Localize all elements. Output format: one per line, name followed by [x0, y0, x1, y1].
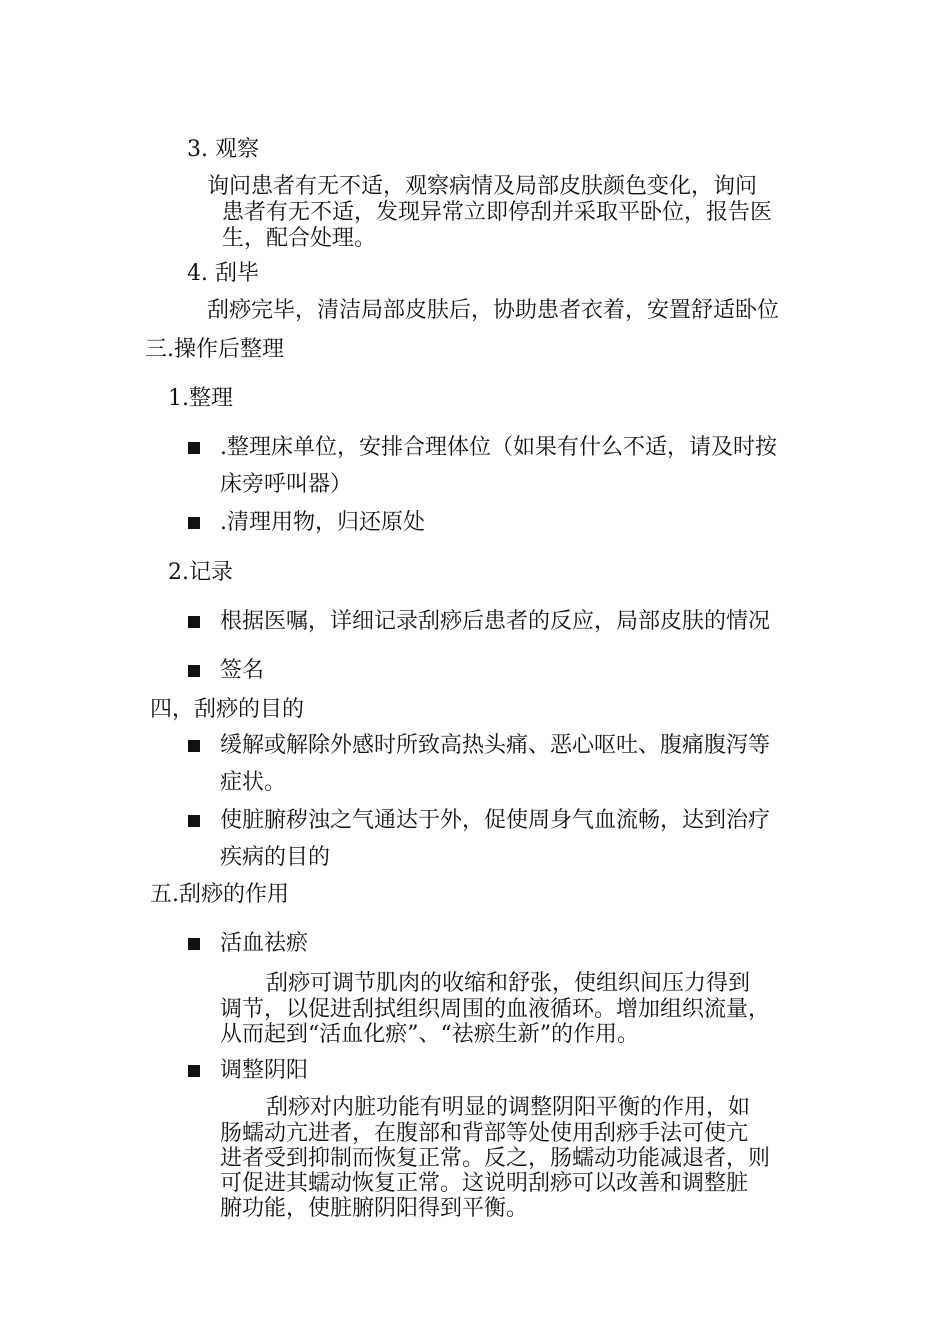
effect-title: 活血祛瘀 [220, 931, 309, 956]
heading-post-operation: 三.操作后整理 [145, 337, 284, 362]
effect-text-line: 可促进其蠕动恢复正常。这说明刮痧可以改善和调整脏 [220, 1171, 749, 1196]
effect-text-line: 刮痧对内脏功能有明显的调整阴阳平衡的作用，如 [266, 1095, 751, 1120]
bullet-text-line: 签名 [220, 658, 265, 683]
bullet-square-icon [188, 665, 200, 677]
step-3-text-line: 询问患者有无不适，观察病情及局部皮肤颜色变化，询问 [207, 174, 758, 199]
bullet-text-line: 缓解或解除外感时所致高热头痛、恶心呕吐、腹痛腹泻等 [220, 733, 771, 758]
subheading-arrange: 1.整理 [168, 386, 233, 411]
heading-effects: 五.刮痧的作用 [150, 882, 289, 907]
bullet-text-line: 床旁呼叫器） [220, 472, 353, 497]
effect-text-line: 进者受到抑制而恢复正常。反之，肠蠕动功能减退者，则 [220, 1146, 771, 1171]
step-3-text-line: 患者有无不适，发现异常立即停刮并采取平卧位，报告医 [222, 200, 773, 225]
step-4-text-line: 刮痧完毕，清洁局部皮肤后，协助患者衣着，安置舒适卧位 [207, 298, 780, 323]
bullet-square-icon [188, 815, 200, 827]
bullet-text-line: .清理用物，归还原处 [220, 510, 425, 535]
step-3-label: 3. 观察 [187, 137, 259, 162]
bullet-text-line: 使脏腑秽浊之气通达于外，促使周身气血流畅，达到治疗 [220, 808, 771, 833]
effect-text-line: 从而起到“活血化瘀”、“祛瘀生新”的作用。 [220, 1022, 639, 1047]
bullet-square-icon [188, 616, 200, 628]
effect-text-line: 刮痧可调节肌肉的收缩和舒张，使组织间压力得到 [266, 971, 751, 996]
bullet-square-icon [188, 1065, 200, 1077]
bullet-square-icon [188, 938, 200, 950]
step-3-text-line: 生，配合处理。 [222, 226, 377, 251]
step-4-label: 4. 刮毕 [187, 261, 259, 286]
effect-text-line: 调节，以促进刮拭组织周围的血液循环。增加组织流量， [220, 997, 771, 1022]
bullet-text-line: .整理床单位，安排合理体位（如果有什么不适，请及时按 [220, 435, 777, 460]
bullet-text-line: 疾病的目的 [220, 845, 331, 870]
effect-title: 调整阴阳 [220, 1058, 309, 1083]
bullet-square-icon [188, 442, 200, 454]
effect-text-line: 肠蠕动亢进者，在腹部和背部等处使用刮痧手法可使亢 [220, 1121, 749, 1146]
effect-text-line: 腑功能，使脏腑阴阳得到平衡。 [220, 1196, 529, 1221]
subheading-record: 2.记录 [168, 560, 233, 585]
bullet-square-icon [188, 740, 200, 752]
bullet-text-line: 根据医嘱，详细记录刮痧后患者的反应，局部皮肤的情况 [220, 609, 771, 634]
heading-purpose: 四，刮痧的目的 [150, 697, 305, 722]
bullet-text-line: 症状。 [220, 770, 287, 795]
bullet-square-icon [188, 517, 200, 529]
